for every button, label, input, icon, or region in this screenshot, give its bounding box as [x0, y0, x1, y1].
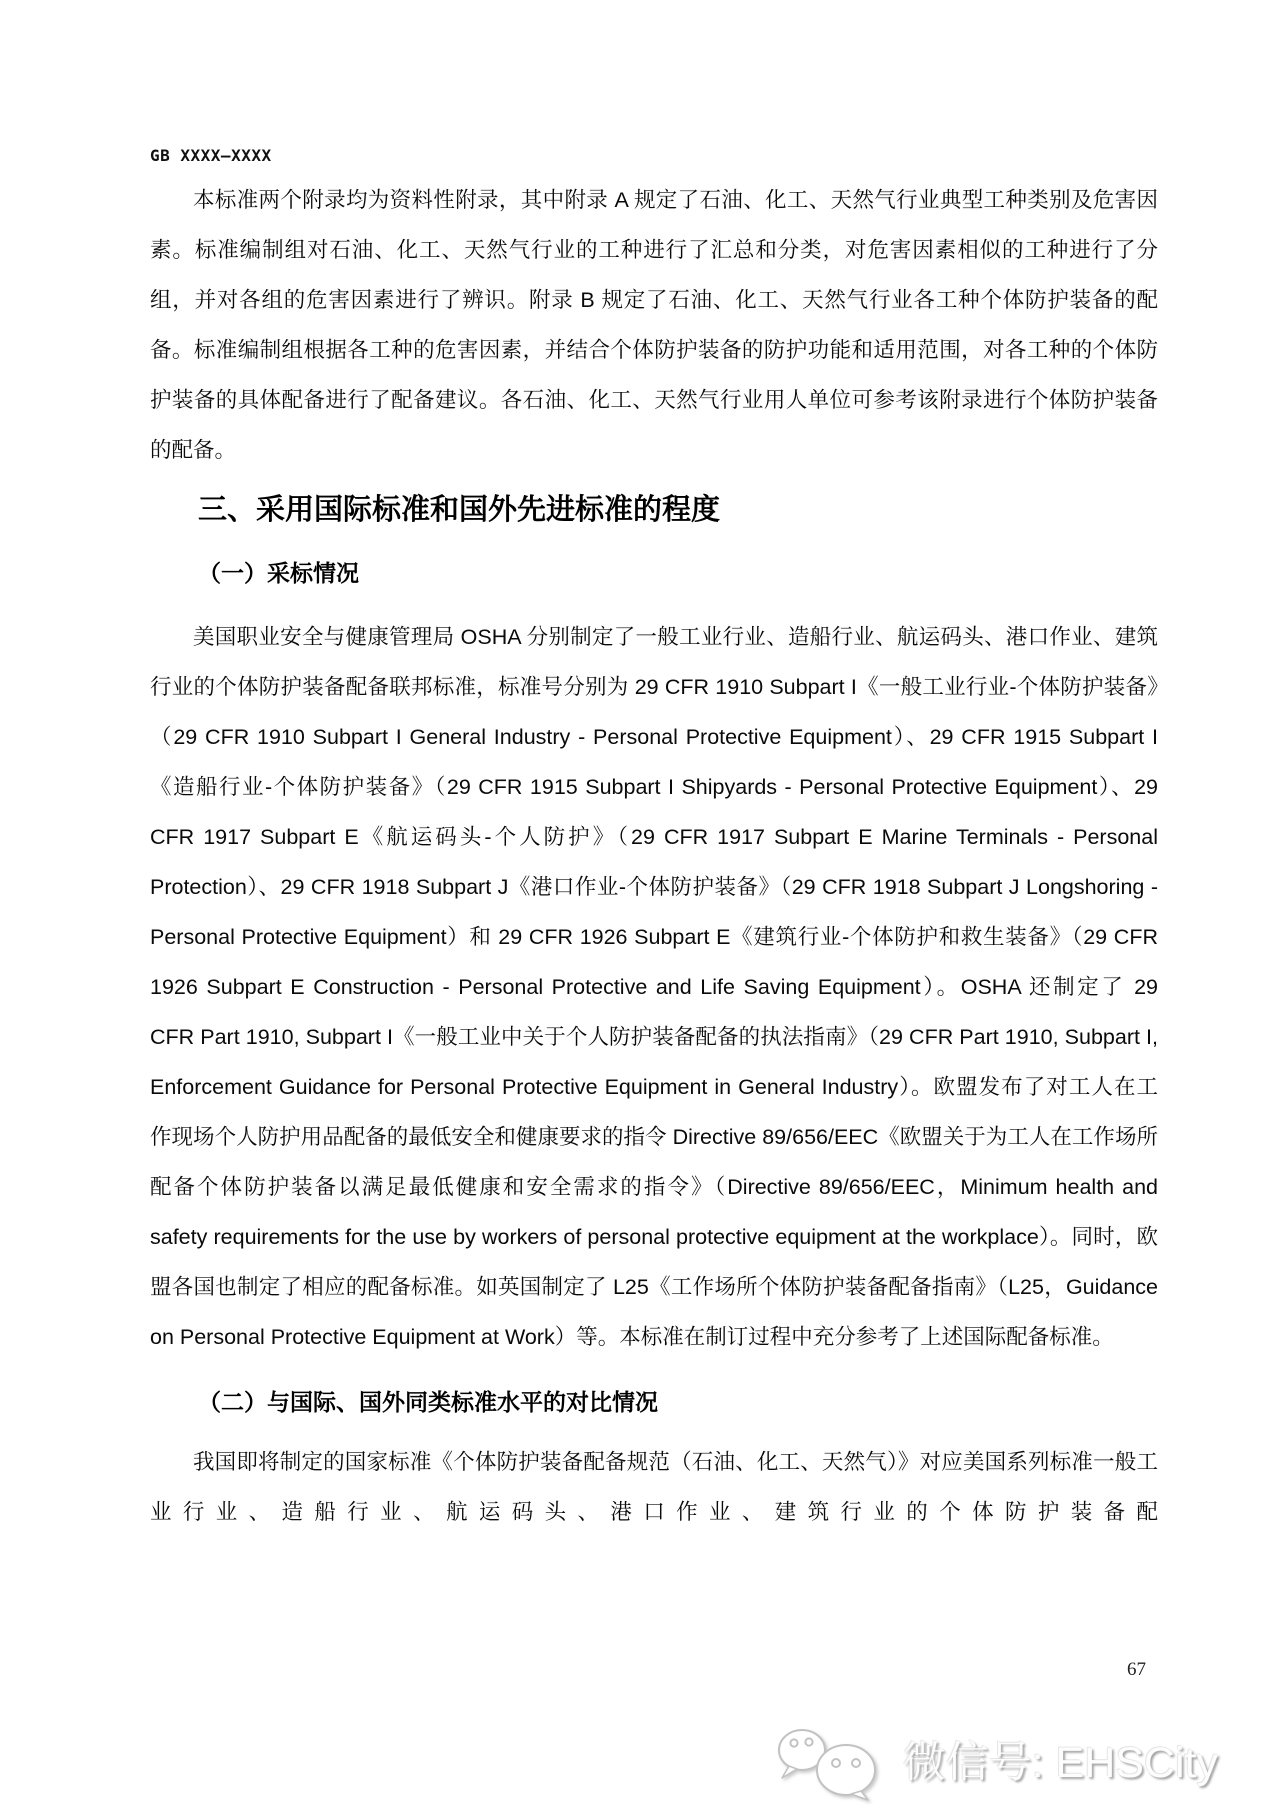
watermark-label: 微信号: EHSCity: [902, 1739, 1218, 1787]
page-number: 67: [1127, 1659, 1146, 1680]
watermark: [773, 1724, 1218, 1802]
paragraph-osha-eu-standards: 美国职业安全与健康管理局 OSHA 分别制定了一般工业行业、造船行业、航运码头、港口作业、建筑行业的个体防护装备配备联邦标准，标准号分别为 29 CFR 1910 Subpart I《一般工业行业-个体防护装备》（29 CFR 1910 Subpart I General Industry - Personal Protective Equipment）、29 CFR 1915 Subpart I《造船行业-个体防护装备》（29 CFR 1915 Subpart I Shipyards - Personal Protective Equipment）、29 CFR 1917 Subpart E《航运码头-个人防护》（29 CFR 1917 Subpart E Marine Terminals - Personal Protection）、29 CFR 1918 Subpart J《港口作业-个体防护装备》（29 CFR 1918 Subpart J Longshoring - Personal Protective Equipment）和 29 CFR 1926 Subpart E《建筑行业-个体防护和救生装备》（29 CFR 1926 Subpart E Construction - Personal Protective and Life Saving Equipment）。OSHA 还制定了 29 CFR Part 1910, Subpart I《一般工业中关于个人防护装备配备的执法指南》（29 CFR Part 1910, Subpart I, Enforcement Guidance for Personal Protective Equipment in General Industry）。欧盟发布了对工人在工作现场个人防护用品配备的最低安全和健康要求的指令 Directive 89/656/EEC《欧盟关于为工人在工作场所配备个体防护装备以满足最低健康和安全需求的指令》（Directive 89/656/EEC，Minimum health and safety requirements for the use by workers of personal protective equipment at the workplace）。同时，欧盟各国也制定了相应的配备标准。如英国制定了 L25《工作场所个体防护装备配备指南》（L25，Guidance on Personal Protective Equipment at Work）等。本标准在制订过程中充分参考了上述国际配备标准。: [150, 625, 1158, 1349]
paragraph-appendices: 本标准两个附录均为资料性附录，其中附录 A 规定了石油、化工、天然气行业典型工种类别及危害因素。标准编制组对石油、化工、天然气行业的工种进行了汇总和分类，对危害因素相似的工种进行了分组，并对各组的危害因素进行了辨识。附录 B 规定了石油、化工、天然气行业各工种个体防护装备的配备。标准编制组根据各工种的危害因素，并结合个体防护装备的防护功能和适用范围，对各工种的个体防护装备的具体配备进行了配备建议。各石油、化工、天然气行业用人单位可参考该附录进行个体防护装备的配备。: [150, 188, 1158, 462]
section-heading-international-standards: 三、采用国际标准和国外先进标准的程度: [198, 494, 721, 526]
subsection-heading-adoption: （一）采标情况: [198, 560, 359, 586]
subsection-heading-comparison: （二）与国际、国外同类标准水平的对比情况: [198, 1389, 658, 1415]
document-header-code: GB XXXX—XXXX: [150, 146, 272, 165]
wechat-icon: [773, 1725, 891, 1801]
paragraph-comparison: 我国即将制定的国家标准《个体防护装备配备规范（石油、化工、天然气）》对应美国系列标准一般工业行业、造船行业、航运码头、港口作业、建筑行业的个体防护装备配: [150, 1450, 1158, 1524]
